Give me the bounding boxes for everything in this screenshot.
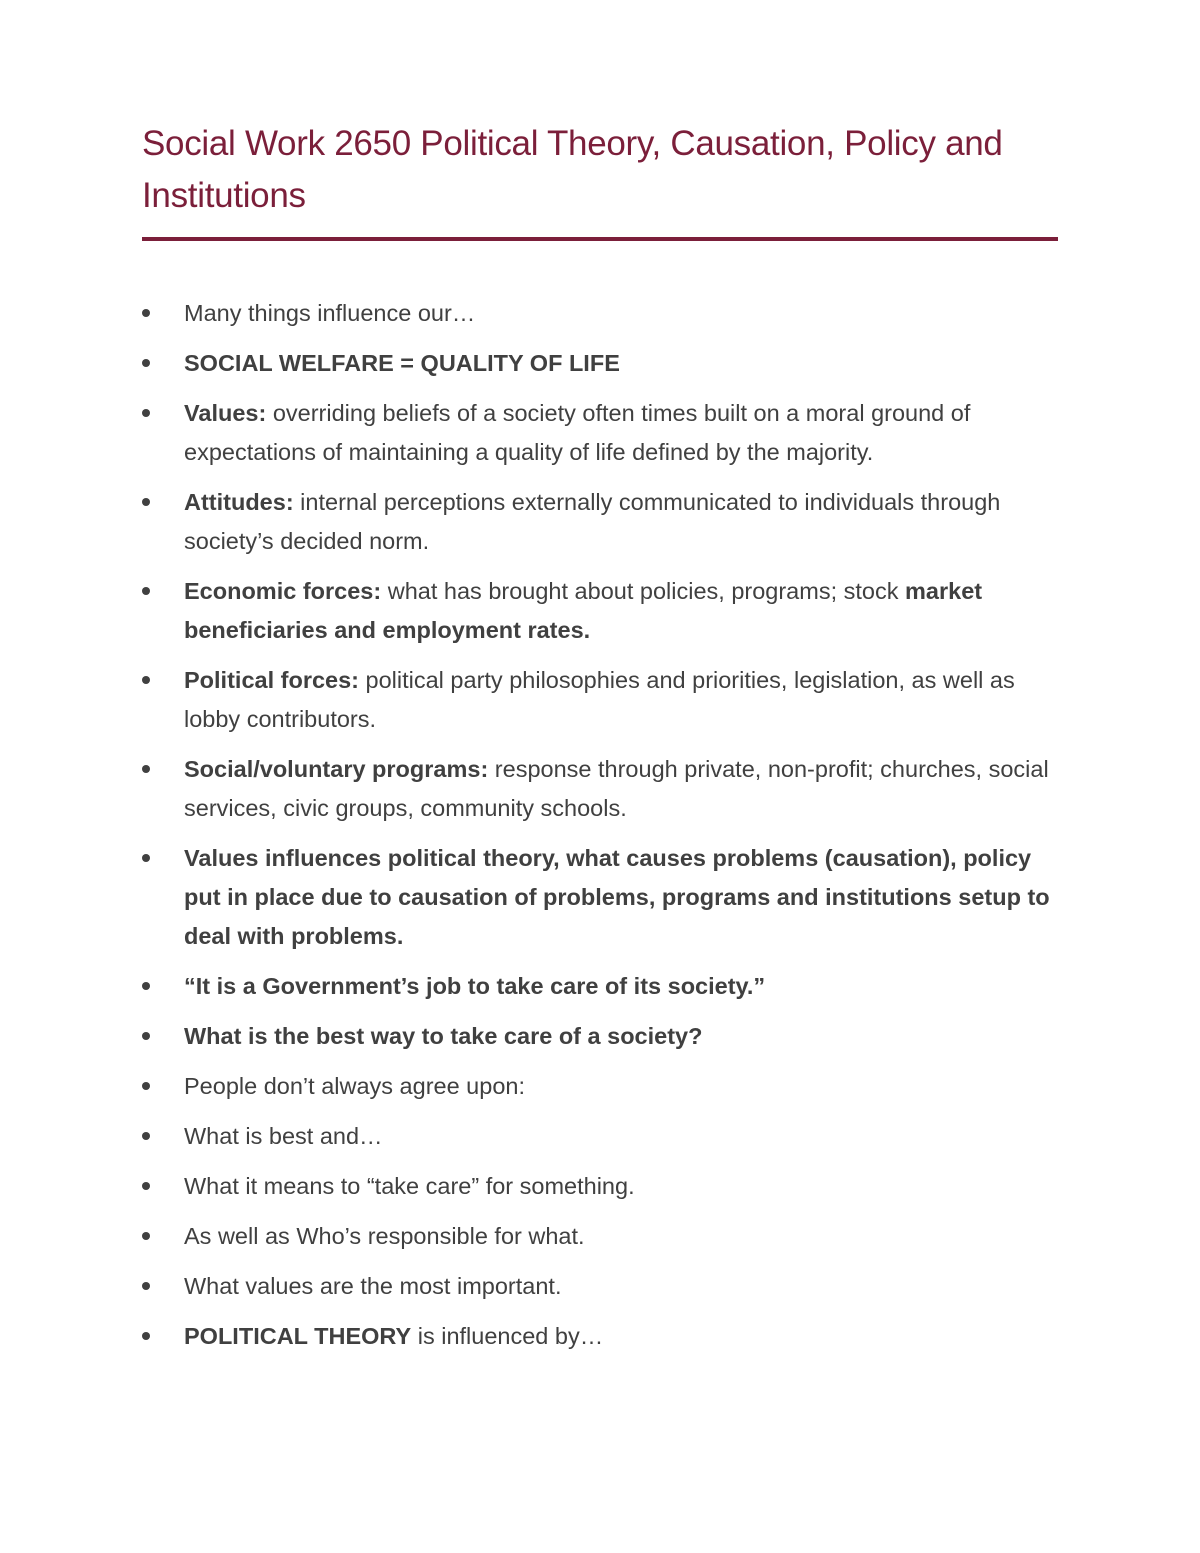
- bullet-text: What it means to “take care” for something.: [184, 1173, 635, 1199]
- bullet-icon: [142, 1082, 150, 1090]
- bullet-text: political party philosophies and priorities, legislation, as well as lobby contributors.: [184, 667, 1015, 732]
- bullet-icon: [142, 765, 150, 773]
- bullet-icon: [142, 309, 150, 317]
- list-item: [142, 839, 1062, 956]
- list-item: [142, 750, 1062, 828]
- bullet-bold-text: “It is a Government’s job to take care of its society.”: [184, 973, 766, 999]
- bullet-icon: [142, 498, 150, 506]
- list-item: [142, 572, 1062, 650]
- bullet-icon: [142, 1232, 150, 1240]
- bullet-text: overriding beliefs of a society often times built on a moral ground of expectations of maintaining a quality of life defined by the majority.: [184, 400, 971, 465]
- list-item: [142, 1167, 1062, 1206]
- bullet-text: As well as Who’s responsible for what.: [184, 1223, 585, 1249]
- bullet-text: What values are the most important.: [184, 1273, 562, 1299]
- document-title: Social Work 2650 Political Theory, Causation, Policy and Institutions: [142, 124, 1003, 215]
- list-item: [142, 1317, 1062, 1356]
- bullet-text: what has brought about policies, programs; stock: [381, 578, 906, 604]
- bullet-text: is influenced by…: [411, 1323, 604, 1349]
- list-item: [142, 661, 1062, 739]
- bullet-bold-text-continued: market beneficiaries and employment rates.: [184, 578, 983, 643]
- list-item: [142, 1217, 1062, 1256]
- list-item: [142, 394, 1062, 472]
- bullet-text: Many things influence our…: [184, 300, 476, 326]
- bullet-icon: [142, 359, 150, 367]
- list-item: [142, 344, 1062, 383]
- bullet-bold-text: Economic forces:: [184, 578, 382, 604]
- list-item: [142, 483, 1062, 561]
- list-item: [142, 1017, 1062, 1056]
- bullet-bold-text: POLITICAL THEORY: [184, 1323, 412, 1349]
- bullet-list: [142, 294, 1062, 1367]
- bullet-bold-text: Values influences political theory, what causes problems (causation), policy put in place due to causation of problems, programs and institutions setup to deal with problems.: [184, 845, 1050, 949]
- bullet-bold-text: Social/voluntary programs:: [184, 756, 489, 782]
- list-item: [142, 967, 1062, 1006]
- bullet-icon: [142, 854, 150, 862]
- list-item: [142, 1067, 1062, 1106]
- bullet-text: response through private, non-profit; churches, social services, civic groups, community schools.: [184, 756, 1049, 821]
- bullet-icon: [142, 1182, 150, 1190]
- bullet-icon: [142, 982, 150, 990]
- list-item: [142, 1267, 1062, 1306]
- bullet-bold-text: Values:: [184, 400, 267, 426]
- bullet-icon: [142, 1282, 150, 1290]
- bullet-text: What is best and…: [184, 1123, 383, 1149]
- bullet-icon: [142, 1132, 150, 1140]
- bullet-bold-text: SOCIAL WELFARE = QUALITY OF LIFE: [184, 350, 620, 376]
- bullet-icon: [142, 409, 150, 417]
- bullet-icon: [142, 1032, 150, 1040]
- bullet-text: People don’t always agree upon:: [184, 1073, 525, 1099]
- bullet-icon: [142, 587, 150, 595]
- title-divider: [142, 237, 1058, 241]
- bullet-text: internal perceptions externally communicated to individuals through society’s decided norm.: [184, 489, 1001, 554]
- bullet-icon: [142, 676, 150, 684]
- bullet-bold-text: Political forces:: [184, 667, 359, 693]
- list-item: [142, 294, 1062, 333]
- bullet-icon: [142, 1332, 150, 1340]
- bullet-bold-text: What is the best way to take care of a society?: [184, 1023, 703, 1049]
- list-item: [142, 1117, 1062, 1156]
- bullet-bold-text: Attitudes:: [184, 489, 294, 515]
